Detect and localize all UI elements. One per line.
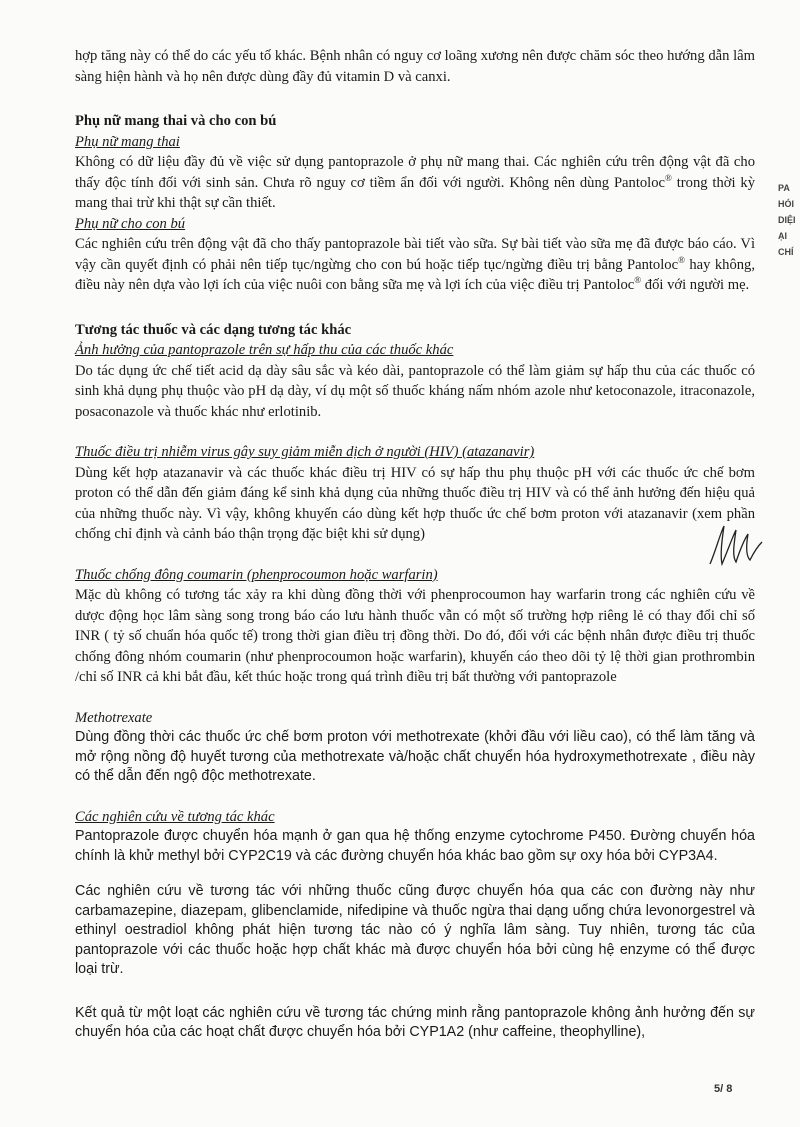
paragraph-lactating-women: Các nghiên cứu trên động vật đã cho thấy pantoprazole bài tiết vào sữa. Sự bài tiết vào sữa mẹ đã được báo cáo. Vì vậy cần quyết định có phải nên tiếp tục/ngừng cho con bú hoặc tiếp tục/ngừng điều trị bằng Pantoloc® hay không, điều này nên dựa vào lợi ích của việc nuôi con bằng sữa mẹ và lợi ích của việc điều trị Pantoloc® đối với người mẹ. [75, 236, 755, 293]
subheading-pregnant-women: Phụ nữ mang thai [75, 133, 180, 150]
document-page [75, 46, 755, 1043]
page-number: 5/ 8 [714, 1083, 733, 1095]
subheading-methotrexate: Methotrexate [75, 709, 153, 726]
heading-interactions: Tương tác thuốc và các dạng tương tác khác [75, 321, 352, 338]
edge-stamp-text: ẠI [778, 231, 787, 241]
subheading-other-interactions: Các nghiên cứu về tương tác khác [75, 808, 275, 825]
subheading-hiv: Thuốc điều trị nhiễm virus gây suy giảm miễn dịch ở người (HIV) (atazanavir) [75, 444, 535, 460]
paragraph-coumarin: Mặc dù không có tương tác xảy ra khi dùng đồng thời với phenprocoumon hay warfarin trong các nghiên cứu về dược động học lâm sàng song trong báo cáo lưu hành thuốc vẫn có một số trường hợp riêng lẻ có thay đổi chỉ số INR ( tỷ số chuẩn hóa quốc tế) trong thời gian điều trị đồng thời. Do đó, đối với các bệnh nhân được điều trị thuốc chống đông nhóm coumarin (như phenprocoumon hoặc warfarin), khuyến cáo theo dõi tỷ lệ thời gian prothrombin /chỉ số INR cả khi bắt đầu, kết thúc hoặc trong quá trình điều trị bất thường với pantoprazole [75, 587, 755, 685]
edge-stamp-text: PA [778, 183, 790, 193]
edge-stamp-text: DIỆI [778, 215, 796, 225]
subheading-lactating-women: Phụ nữ cho con bú [75, 215, 186, 232]
edge-stamp-text: HÓI [778, 199, 795, 209]
edge-stamp-fragment [778, 180, 800, 310]
paragraph-hiv: Dùng kết hợp atazanavir và các thuốc khác điều trị HIV có sự hấp thu phụ thuộc pH với các thuốc ức chế bơm proton có thể dẫn đến giảm đáng kể sinh khả dụng của những thuốc điều trị HIV và có thể ảnh hưởng đến hiệu quả của những thuốc này. Vì vậy, không khuyến cáo dùng kết hợp thuốc ức chế bơm proton với atazanavir (xem phần chống chỉ định và cảnh báo thận trọng đặc biệt khi sử dụng) [75, 464, 755, 542]
handwritten-signature [706, 520, 766, 570]
paragraph-other-2: Các nghiên cứu về tương tác với những thuốc cũng được chuyển hóa qua các con đường này như carbamazepine, diazepam, glibenclamide, nifedipine và thuốc ngừa thai dạng uống chứa levonorgestrel và ethinyl oestradiol không phát hiện tương tác nào có ý nghĩa lâm sàng. Tuy nhiên, tương tác của pantoprazole với các thuốc hoặc hợp chất khác mà được chuyển hóa bởi cùng hệ enzyme có thể được loại trừ. [75, 883, 755, 977]
subheading-absorption: Ảnh hưởng của pantoprazole trên sự hấp thu của các thuốc khác [75, 342, 454, 358]
edge-stamp-text: CHÍ [778, 247, 794, 257]
heading-pregnancy-lactation: Phụ nữ mang thai và cho con bú [75, 113, 277, 129]
paragraph-absorption: Do tác dụng ức chế tiết acid dạ dày sâu sắc và kéo dài, pantoprazole có thể làm giảm sự hấp thu của các thuốc có sinh khả dụng phụ thuộc vào pH dạ dày, ví dụ một số thuốc kháng nấm nhóm azole như ketoconazole, itraconazole, posaconazole và thuốc khác như erlotinib. [75, 362, 755, 420]
paragraph-other-3: Kết quả từ một loạt các nghiên cứu về tương tác chứng minh rằng pantoprazole không ảnh hưởng đến sự chuyển hóa của các hoạt chất được chuyển hóa bởi CYP1A2 (như caffeine, theophylline), [75, 1004, 755, 1040]
paragraph-methotrexate: Dùng đồng thời các thuốc ức chế bơm proton với methotrexate (khởi đầu với liều cao), có thể làm tăng và mở rộng nồng độ huyết tương của methotrexate và/hoặc chất chuyển hóa hydroxymethotrexate , điều này có thể dẫn đến ngộ độc methotrexate. [75, 729, 755, 784]
intro-paragraph: hợp tăng này có thể do các yếu tố khác. Bệnh nhân có nguy cơ loãng xương nên được chăm sóc theo hướng dẫn lâm sàng hiện hành và họ nên được dùng đầy đủ vitamin D và canxi. [75, 48, 755, 85]
paragraph-pregnant-women: Không có dữ liệu đầy đủ về việc sử dụng pantoprazole ở phụ nữ mang thai. Các nghiên cứu trên động vật đã cho thấy độc tính đối với sinh sản. Chưa rõ nguy cơ tiềm ẩn đối với người. Không nên dùng Pantoloc® trong thời kỳ mang thai trừ khi thật sự cần thiết. [75, 154, 756, 211]
paragraph-other-1: Pantoprazole được chuyển hóa mạnh ở gan qua hệ thống enzyme cytochrome P450. Đường chuyển hóa chính là khử methyl bởi CYP2C19 và các đường chuyển hóa khác bao gồm sự oxy hóa bởi CYP3A4. [75, 828, 755, 864]
subheading-coumarin: Thuốc chống đông coumarin (phenprocoumon hoặc warfarin) [75, 566, 438, 583]
